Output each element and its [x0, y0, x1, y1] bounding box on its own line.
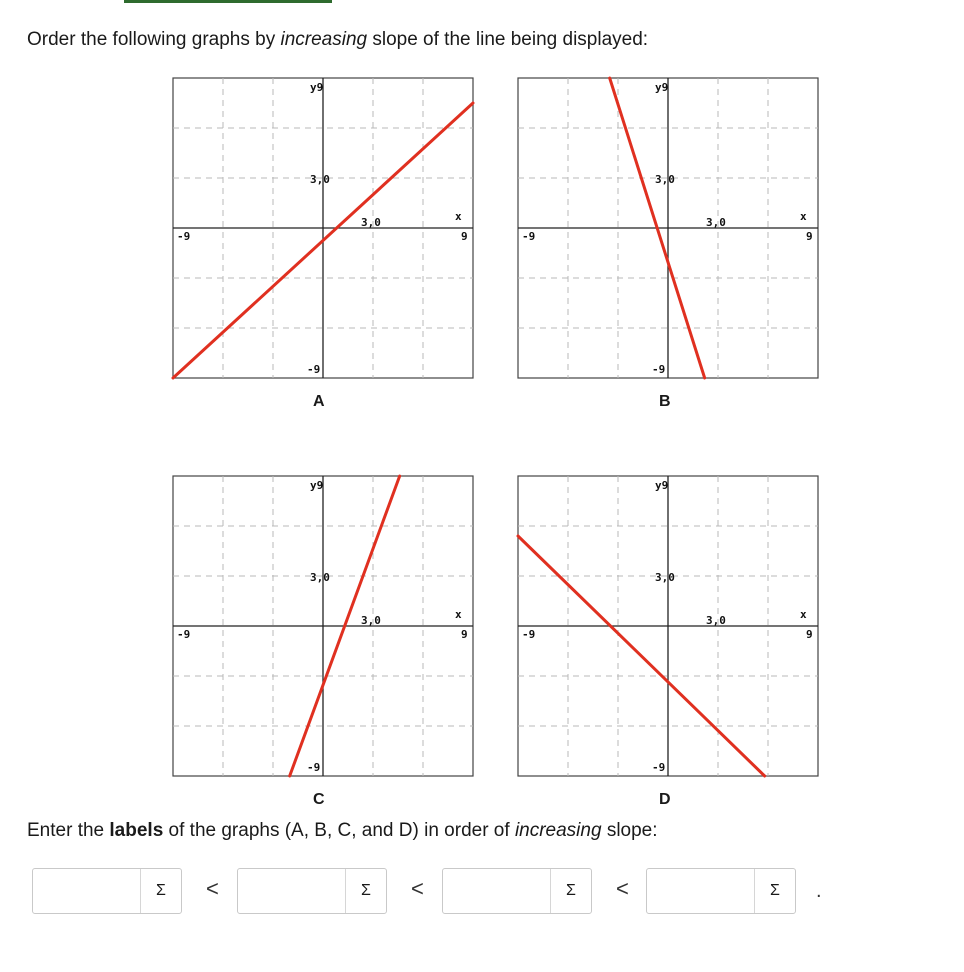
instruction-text: Enter the labels of the graphs (A, B, C, and D) in order of increasing slope:: [27, 820, 658, 841]
x-min-label: -9: [522, 230, 536, 243]
y-min-label: -9: [652, 363, 666, 376]
x-tick-label: 3,0: [706, 614, 726, 627]
x-axis-label: x: [455, 210, 462, 223]
graph-b-label: B: [659, 393, 671, 410]
answer-field-4[interactable]: [647, 869, 755, 913]
graph-b-plot: [517, 77, 819, 379]
graph-d-label: D: [659, 791, 671, 808]
answer-row: [32, 868, 932, 916]
x-max-label: 9: [461, 230, 468, 243]
graph-c: [172, 475, 474, 777]
sigma-icon[interactable]: Σ: [361, 882, 371, 899]
question-text: Order the following graphs by increasing slope of the line being displayed:: [27, 29, 649, 50]
x-min-label: -9: [522, 628, 536, 641]
x-min-label: -9: [177, 230, 191, 243]
y-tick-label: 3,0: [310, 173, 330, 186]
x-axis-label: x: [455, 608, 462, 621]
y-axis-label: y9: [655, 81, 669, 94]
y-min-label: -9: [307, 761, 321, 774]
y-tick-label: 3,0: [655, 571, 675, 584]
answer-field-2[interactable]: [238, 869, 346, 913]
x-max-label: 9: [461, 628, 468, 641]
graph-a-plot: [172, 77, 474, 379]
graph-c-label: C: [313, 791, 325, 808]
y-axis-label: y9: [310, 479, 324, 492]
answer-input-2[interactable]: [237, 868, 387, 914]
x-max-label: 9: [806, 230, 813, 243]
graph-a: [172, 77, 474, 379]
x-min-label: -9: [177, 628, 191, 641]
graph-a-label: A: [313, 393, 325, 410]
x-tick-label: 3,0: [706, 216, 726, 229]
graph-c-plot: [172, 475, 474, 777]
answer-input-1[interactable]: [32, 868, 182, 914]
y-min-label: -9: [652, 761, 666, 774]
x-axis-label: x: [800, 608, 807, 621]
x-tick-label: 3,0: [361, 216, 381, 229]
answer-input-3[interactable]: [442, 868, 592, 914]
y-min-label: -9: [307, 363, 321, 376]
x-axis-label: x: [800, 210, 807, 223]
sigma-icon[interactable]: Σ: [770, 882, 780, 899]
x-max-label: 9: [806, 628, 813, 641]
graph-d-plot: [517, 475, 819, 777]
answer-input-4[interactable]: [646, 868, 796, 914]
sigma-icon[interactable]: Σ: [566, 882, 576, 899]
y-axis-label: y9: [655, 479, 669, 492]
sigma-icon[interactable]: Σ: [156, 882, 166, 899]
answer-field-3[interactable]: [443, 869, 551, 913]
y-axis-label: y9: [310, 81, 324, 94]
answer-field-1[interactable]: [33, 869, 141, 913]
y-tick-label: 3,0: [655, 173, 675, 186]
progress-bar: [124, 0, 332, 3]
graph-d: [517, 475, 819, 777]
graph-b: [517, 77, 819, 379]
less-than-sign: <: [411, 876, 424, 901]
x-tick-label: 3,0: [361, 614, 381, 627]
period: .: [816, 880, 822, 902]
less-than-sign: <: [206, 876, 219, 901]
less-than-sign: <: [616, 876, 629, 901]
y-tick-label: 3,0: [310, 571, 330, 584]
